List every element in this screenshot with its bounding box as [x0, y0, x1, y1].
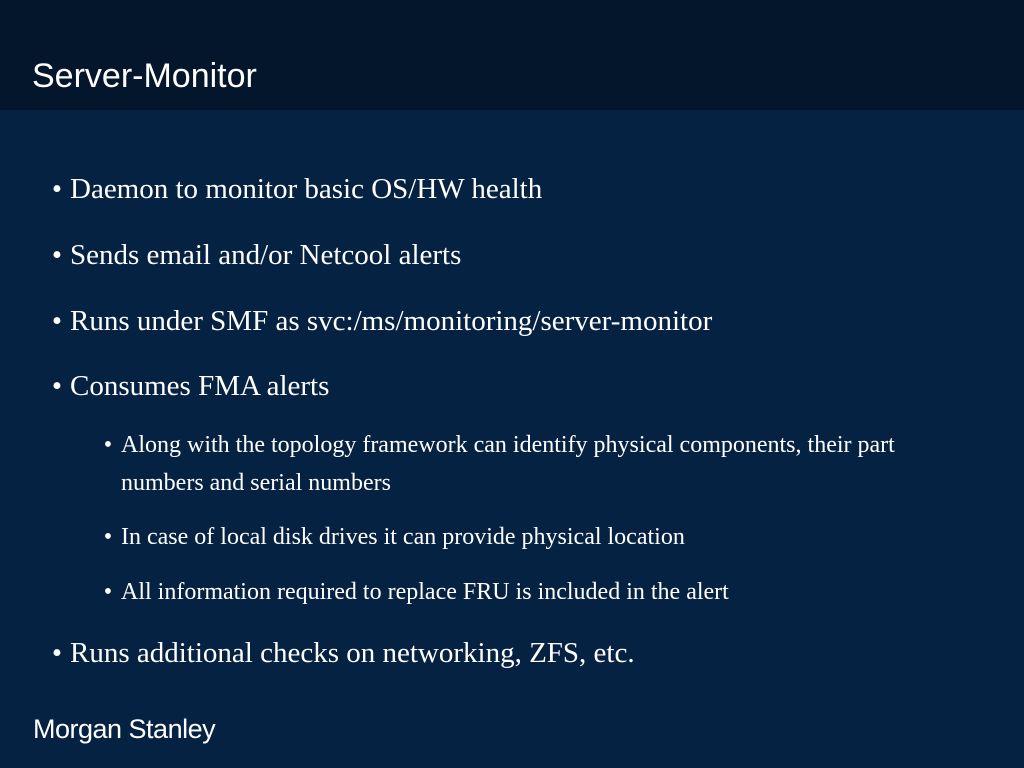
bullet-icon: • — [51, 173, 63, 205]
bullet-icon: • — [51, 637, 63, 669]
bullet-icon: • — [51, 305, 63, 337]
bullet-text: Daemon to monitor basic OS/HW health — [70, 173, 543, 205]
sub-bullet-text: All information required to replace FRU is included in the alert — [121, 579, 729, 605]
sub-bullet-text: Along with the topology framework can identify physical components, their part numbers and serial numbers — [121, 432, 895, 496]
slide-title: Server-Monitor — [32, 57, 257, 95]
bullet-item — [44, 636, 635, 670]
company-logo: Morgan Stanley — [33, 714, 216, 744]
bullet-text: Consumes FMA alerts — [70, 370, 330, 402]
sub-bullet-text: In case of local disk drives it can provide physical location — [121, 524, 685, 550]
bullet-icon: • — [51, 370, 63, 402]
bullet-icon: • — [51, 239, 63, 271]
bullet-text: Runs additional checks on networking, ZFS, etc. — [70, 637, 635, 669]
sub-bullet-item — [96, 426, 956, 502]
sub-bullet-icon: • — [103, 432, 113, 458]
sub-bullet-icon: • — [103, 524, 113, 550]
sub-bullet-item — [96, 518, 956, 556]
sub-bullet-item — [96, 573, 956, 611]
bullet-item — [44, 369, 329, 403]
bullet-text: Sends email and/or Netcool alerts — [70, 239, 462, 271]
bullet-item — [44, 172, 542, 206]
sub-bullet-icon: • — [103, 579, 113, 605]
bullet-text: Runs under SMF as svc:/ms/monitoring/server-monitor — [70, 305, 713, 337]
bullet-item — [44, 304, 712, 338]
bullet-item — [44, 238, 461, 272]
